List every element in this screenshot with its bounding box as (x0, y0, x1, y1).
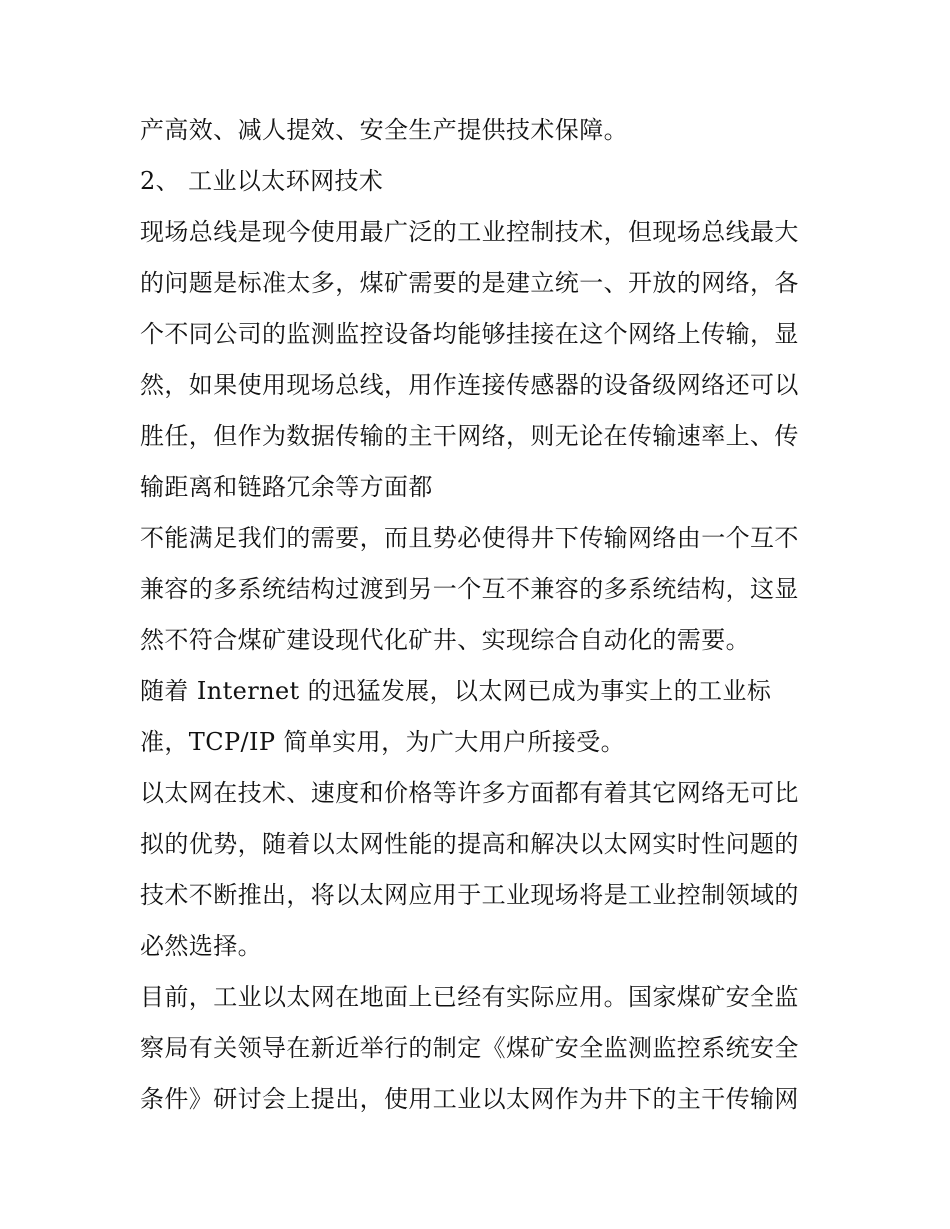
text-line: 的问题是标准太多，煤矿需要的是建立统一、开放的网络，各 (140, 269, 799, 297)
text-line: 察局有关领导在新近举行的制定《煤矿安全监测监控系统安全 (140, 1034, 799, 1062)
text-line: 胜任，但作为数据传输的主干网络，则无论在传输速率上、传 (140, 422, 799, 450)
text-line: 目前，工业以太网在地面上已经有实际应用。国家煤矿安全监 (140, 983, 799, 1011)
text-line: 随着 Internet 的迅猛发展，以太网已成为事实上的工业标 (140, 677, 772, 705)
text-line: 现场总线是现今使用最广泛的工业控制技术，但现场总线最大 (140, 218, 799, 246)
text-line: 输距离和链路冗余等方面都 (140, 473, 433, 501)
text-line: 必然选择。 (140, 932, 262, 960)
section-heading: 2、 工业以太环网技术 (140, 167, 384, 195)
text-line: 不能满足我们的需要，而且势必使得井下传输网络由一个互不 (140, 524, 799, 552)
text-line: 然不符合煤矿建设现代化矿井、实现综合自动化的需要。 (140, 626, 750, 654)
text-line: 然，如果使用现场总线，用作连接传感器的设备级网络还可以 (140, 371, 799, 399)
text-line: 以太网在技术、速度和价格等许多方面都有着其它网络无可比 (140, 779, 799, 807)
text-line: 条件》研讨会上提出，使用工业以太网作为井下的主干传输网 (140, 1085, 799, 1113)
text-line: 产高效、减人提效、安全生产提供技术保障。 (140, 116, 628, 144)
text-line: 拟的优势，随着以太网性能的提高和解决以太网实时性问题的 (140, 830, 799, 858)
text-line: 准，TCP/IP 简单实用，为广大用户所接受。 (140, 728, 626, 756)
text-line: 个不同公司的监测监控设备均能够挂接在这个网络上传输，显 (140, 320, 799, 348)
text-line: 技术不断推出，将以太网应用于工业现场将是工业控制领域的 (140, 881, 799, 909)
text-line: 兼容的多系统结构过渡到另一个互不兼容的多系统结构，这显 (140, 575, 799, 603)
